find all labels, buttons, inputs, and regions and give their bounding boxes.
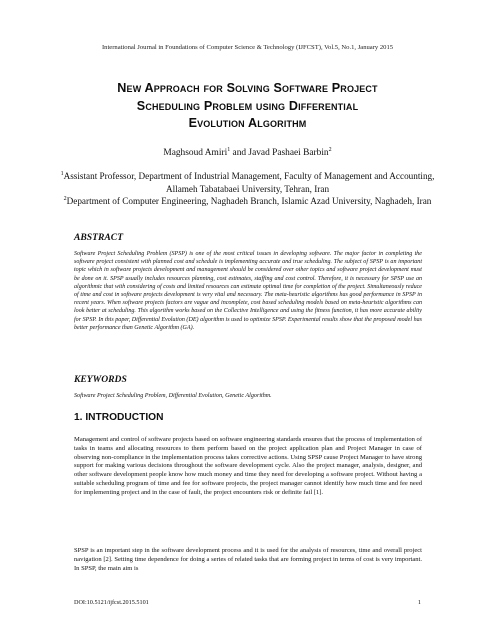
author-1-name: Maghsoud Amiri: [163, 148, 228, 158]
affiliation-2-mark: 2: [63, 195, 67, 202]
paper-title: [40, 80, 455, 133]
title-line-3: Evolution Algorithm: [188, 116, 307, 130]
author-1-mark: 1: [227, 146, 231, 153]
title-line-1: New Approach for Solving Software Project: [117, 81, 378, 95]
section-1-heading: 1. INTRODUCTION: [74, 412, 164, 423]
doi-footer: DOI:10.5121/ijfcst.2015.5101: [74, 599, 149, 606]
introduction-paragraph-2: SPSP is an important step in the software development process and it is used for the analysis of resources, time and overall project navigation [2]. Setting time dependence for doing a series of related tasks that are forming project in terms of cost is very important. In SPSP, the main aim is: [74, 547, 422, 572]
affiliation-1: [60, 170, 435, 195]
affiliation-2: [60, 195, 435, 208]
page-number: 1: [417, 599, 421, 606]
affiliations: [60, 170, 435, 208]
affiliation-2-text: Department of Computer Engineering, Naghadeh Branch, Islamic Azad University, Naghadeh, Iran: [66, 196, 432, 206]
authors-line: [40, 148, 455, 158]
authors-joiner: and: [230, 148, 249, 158]
keywords-heading: KEYWORDS: [74, 374, 127, 385]
affiliation-1-mark: 1: [60, 170, 64, 177]
title-line-2: Scheduling Problem using Differential: [136, 98, 359, 113]
abstract-heading: ABSTRACT: [74, 232, 124, 243]
journal-header: International Journal in Foundations of Computer Science & Technology (IJFCST), Vol.5, No.1, January 2015: [101, 44, 394, 51]
introduction-paragraph-1: Management and control of software projects based on software engineering standards ensures that the process of implementation of tasks in teams and allocating resources to them perform based on the project application plan and Project Manager in case of observing non-compliance in the implementation process takes corrective actions. Using SPSP cause Project Manager to have strong support for making various decisions throughout the software development cycle. Also the project manager, analysis, designer, and other software development people know how much money and time they need for developing a software project. Without having a suitable scheduling program of time and fee for software projects, the project manager cannot identify how much time and fee need for implementing project and in the case of fault, the project encounters risk or definite fail [1].: [74, 436, 422, 496]
keywords-text: Software Project Scheduling Problem, Differential Evolution, Genetic Algorithm.: [74, 393, 272, 399]
author-2-name: Javad Pashaei Barbin: [248, 148, 329, 158]
abstract-text: Software Project Scheduling Problem (SPSP) is one of the most critical issues in developing software. The major factor in completing the software project consistent with planned cost and schedule is implementing accurate and true scheduling. The subject of SPSP is an important topic which in software projects development and management should be considered over other topics and software project development must be done on it. SPSP usually includes resources planning, cost estimates, staffing and cost control. Therefore, it is necessary for SPSP use an algorithmic that with considering of costs and limited resources can estimate optimal time for completion of the project. Simultaneously reduce of time and cost in software projects development is very vital and necessary. The meta-heuristic algorithms has good performance in SPSP in recent years. When software projects factors are vague and incomplete, cost based scheduling models based on meta-heuristic algorithms can look better at scheduling. This algorithm works based on the Collective Intelligence and using the fitness function, it has more accurate ability for SPSP. In this paper, Differential Evolution (DE) algorithm is used to optimize SPSP. Experimental results show that the proposed model has better performance than Genetic Algorithm (GA).: [74, 251, 422, 331]
author-2-mark: 2: [328, 146, 332, 153]
affiliation-1-text: Assistant Professor, Department of Industrial Management, Faculty of Management and Accounting, Allameh Tabatabaei University, Tehran, Iran: [63, 171, 435, 194]
